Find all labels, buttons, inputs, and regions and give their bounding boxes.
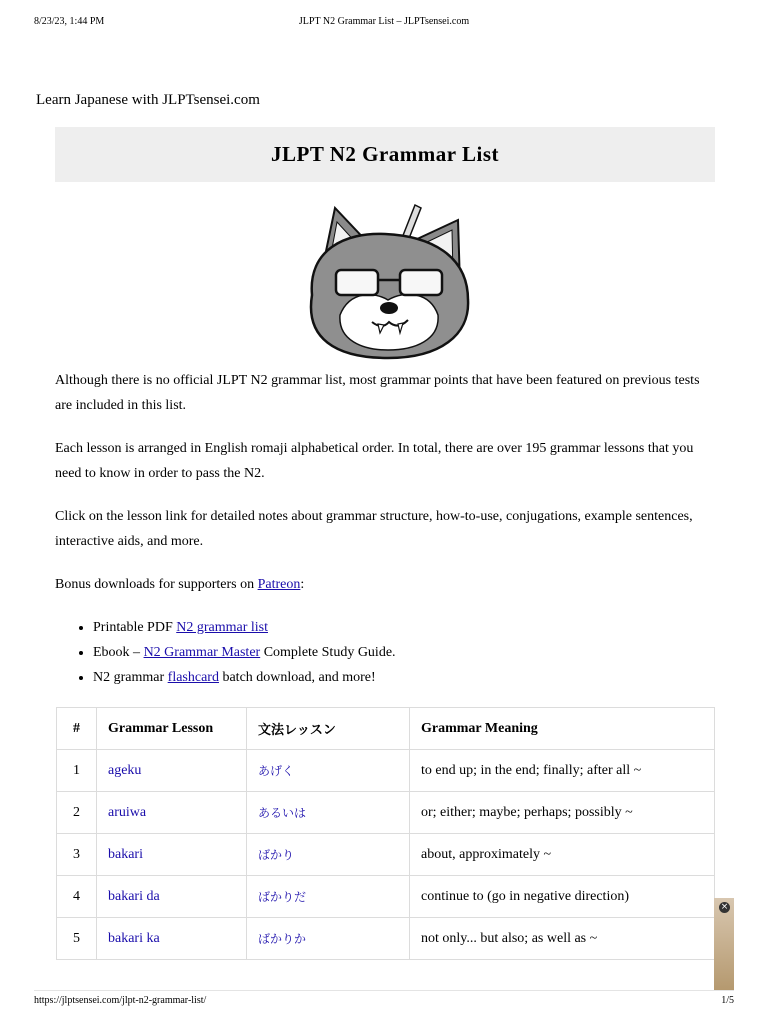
japanese-link[interactable]: ばかりだ [247, 876, 410, 918]
row-num: 5 [57, 918, 97, 960]
n2-grammar-master-link[interactable]: N2 Grammar Master [143, 645, 261, 660]
lesson-link[interactable]: bakari ka [97, 918, 247, 960]
shiba-mascot-icon [290, 200, 480, 365]
bonus-list [55, 615, 715, 690]
close-icon[interactable]: × [720, 902, 729, 912]
table-row [57, 876, 715, 918]
flashcard-link[interactable]: flashcard [167, 670, 219, 685]
intro-paragraph-1: Although there is no official JLPT N2 grammar list, most grammar points that have been featured on previous tests are included in this list. [55, 373, 700, 413]
table-row [57, 750, 715, 792]
bonus-item-ebook [93, 640, 715, 665]
meaning-cell: about, approximately ~ [410, 834, 715, 876]
bonus-item-suffix: batch download, and more! [218, 670, 376, 685]
print-page-title: JLPT N2 Grammar List – JLPTsensei.com [298, 16, 470, 27]
bonus-paragraph [55, 572, 715, 597]
print-header [34, 16, 734, 30]
lesson-link[interactable]: bakari da [97, 876, 247, 918]
meaning-cell: not only... but also; as well as ~ [410, 918, 715, 960]
grammar-table [56, 707, 715, 960]
table-row [57, 834, 715, 876]
header-lesson: Grammar Lesson [97, 708, 247, 750]
row-num: 1 [57, 750, 97, 792]
patreon-link[interactable]: Patreon [257, 577, 301, 592]
lesson-link[interactable]: bakari [97, 834, 247, 876]
print-url: https://jlptsensei.com/jlpt-n2-grammar-list/ [34, 995, 207, 1006]
bonus-item-suffix: Complete Study Guide. [260, 645, 396, 660]
table-header-row [57, 708, 715, 750]
header-meaning: Grammar Meaning [410, 708, 715, 750]
japanese-link[interactable]: ばかり [247, 834, 410, 876]
bonus-item-text: Printable PDF [93, 620, 177, 635]
print-datetime: 8/23/23, 1:44 PM [34, 16, 105, 27]
intro-paragraph-3: Click on the lesson link for detailed notes about grammar structure, how-to-use, conjugations, example sentences, interactive aids, and more. [55, 509, 693, 549]
site-name-link[interactable]: Learn Japanese with JLPTsensei.com [36, 92, 260, 108]
bonus-item-pdf [93, 615, 715, 640]
table-row [57, 918, 715, 960]
header-japanese: 文法レッスン [247, 708, 410, 750]
row-num: 2 [57, 792, 97, 834]
lesson-link[interactable]: ageku [97, 750, 247, 792]
bonus-suffix: : [300, 577, 305, 592]
row-num: 4 [57, 876, 97, 918]
bonus-item-text: Ebook – [93, 645, 144, 660]
intro-paragraph-2: Each lesson is arranged in English romaji alphabetical order. In total, there are over 195 grammar lessons that you need to know in order to pass the N2. [55, 441, 694, 481]
n2-grammar-list-link[interactable]: N2 grammar list [176, 620, 268, 635]
meaning-cell: to end up; in the end; finally; after all ~ [410, 750, 715, 792]
japanese-link[interactable]: あるいは [247, 792, 410, 834]
meaning-cell: continue to (go in negative direction) [410, 876, 715, 918]
print-page-number: 1/5 [721, 995, 734, 1006]
intro-content [55, 368, 715, 708]
japanese-link[interactable]: ばかりか [247, 918, 410, 960]
page-title: JLPT N2 Grammar List [271, 142, 499, 166]
lesson-link[interactable]: aruiwa [97, 792, 247, 834]
bonus-item-text: N2 grammar [93, 670, 168, 685]
bonus-item-flashcard [93, 665, 715, 690]
japanese-link[interactable]: あげく [247, 750, 410, 792]
bonus-prefix: Bonus downloads for supporters on [55, 577, 258, 592]
footer-divider [34, 990, 734, 991]
row-num: 3 [57, 834, 97, 876]
header-num: # [57, 708, 97, 750]
meaning-cell: or; either; maybe; perhaps; possibly ~ [410, 792, 715, 834]
page-title-box [55, 127, 715, 182]
print-footer [34, 995, 734, 1009]
table-row [57, 792, 715, 834]
